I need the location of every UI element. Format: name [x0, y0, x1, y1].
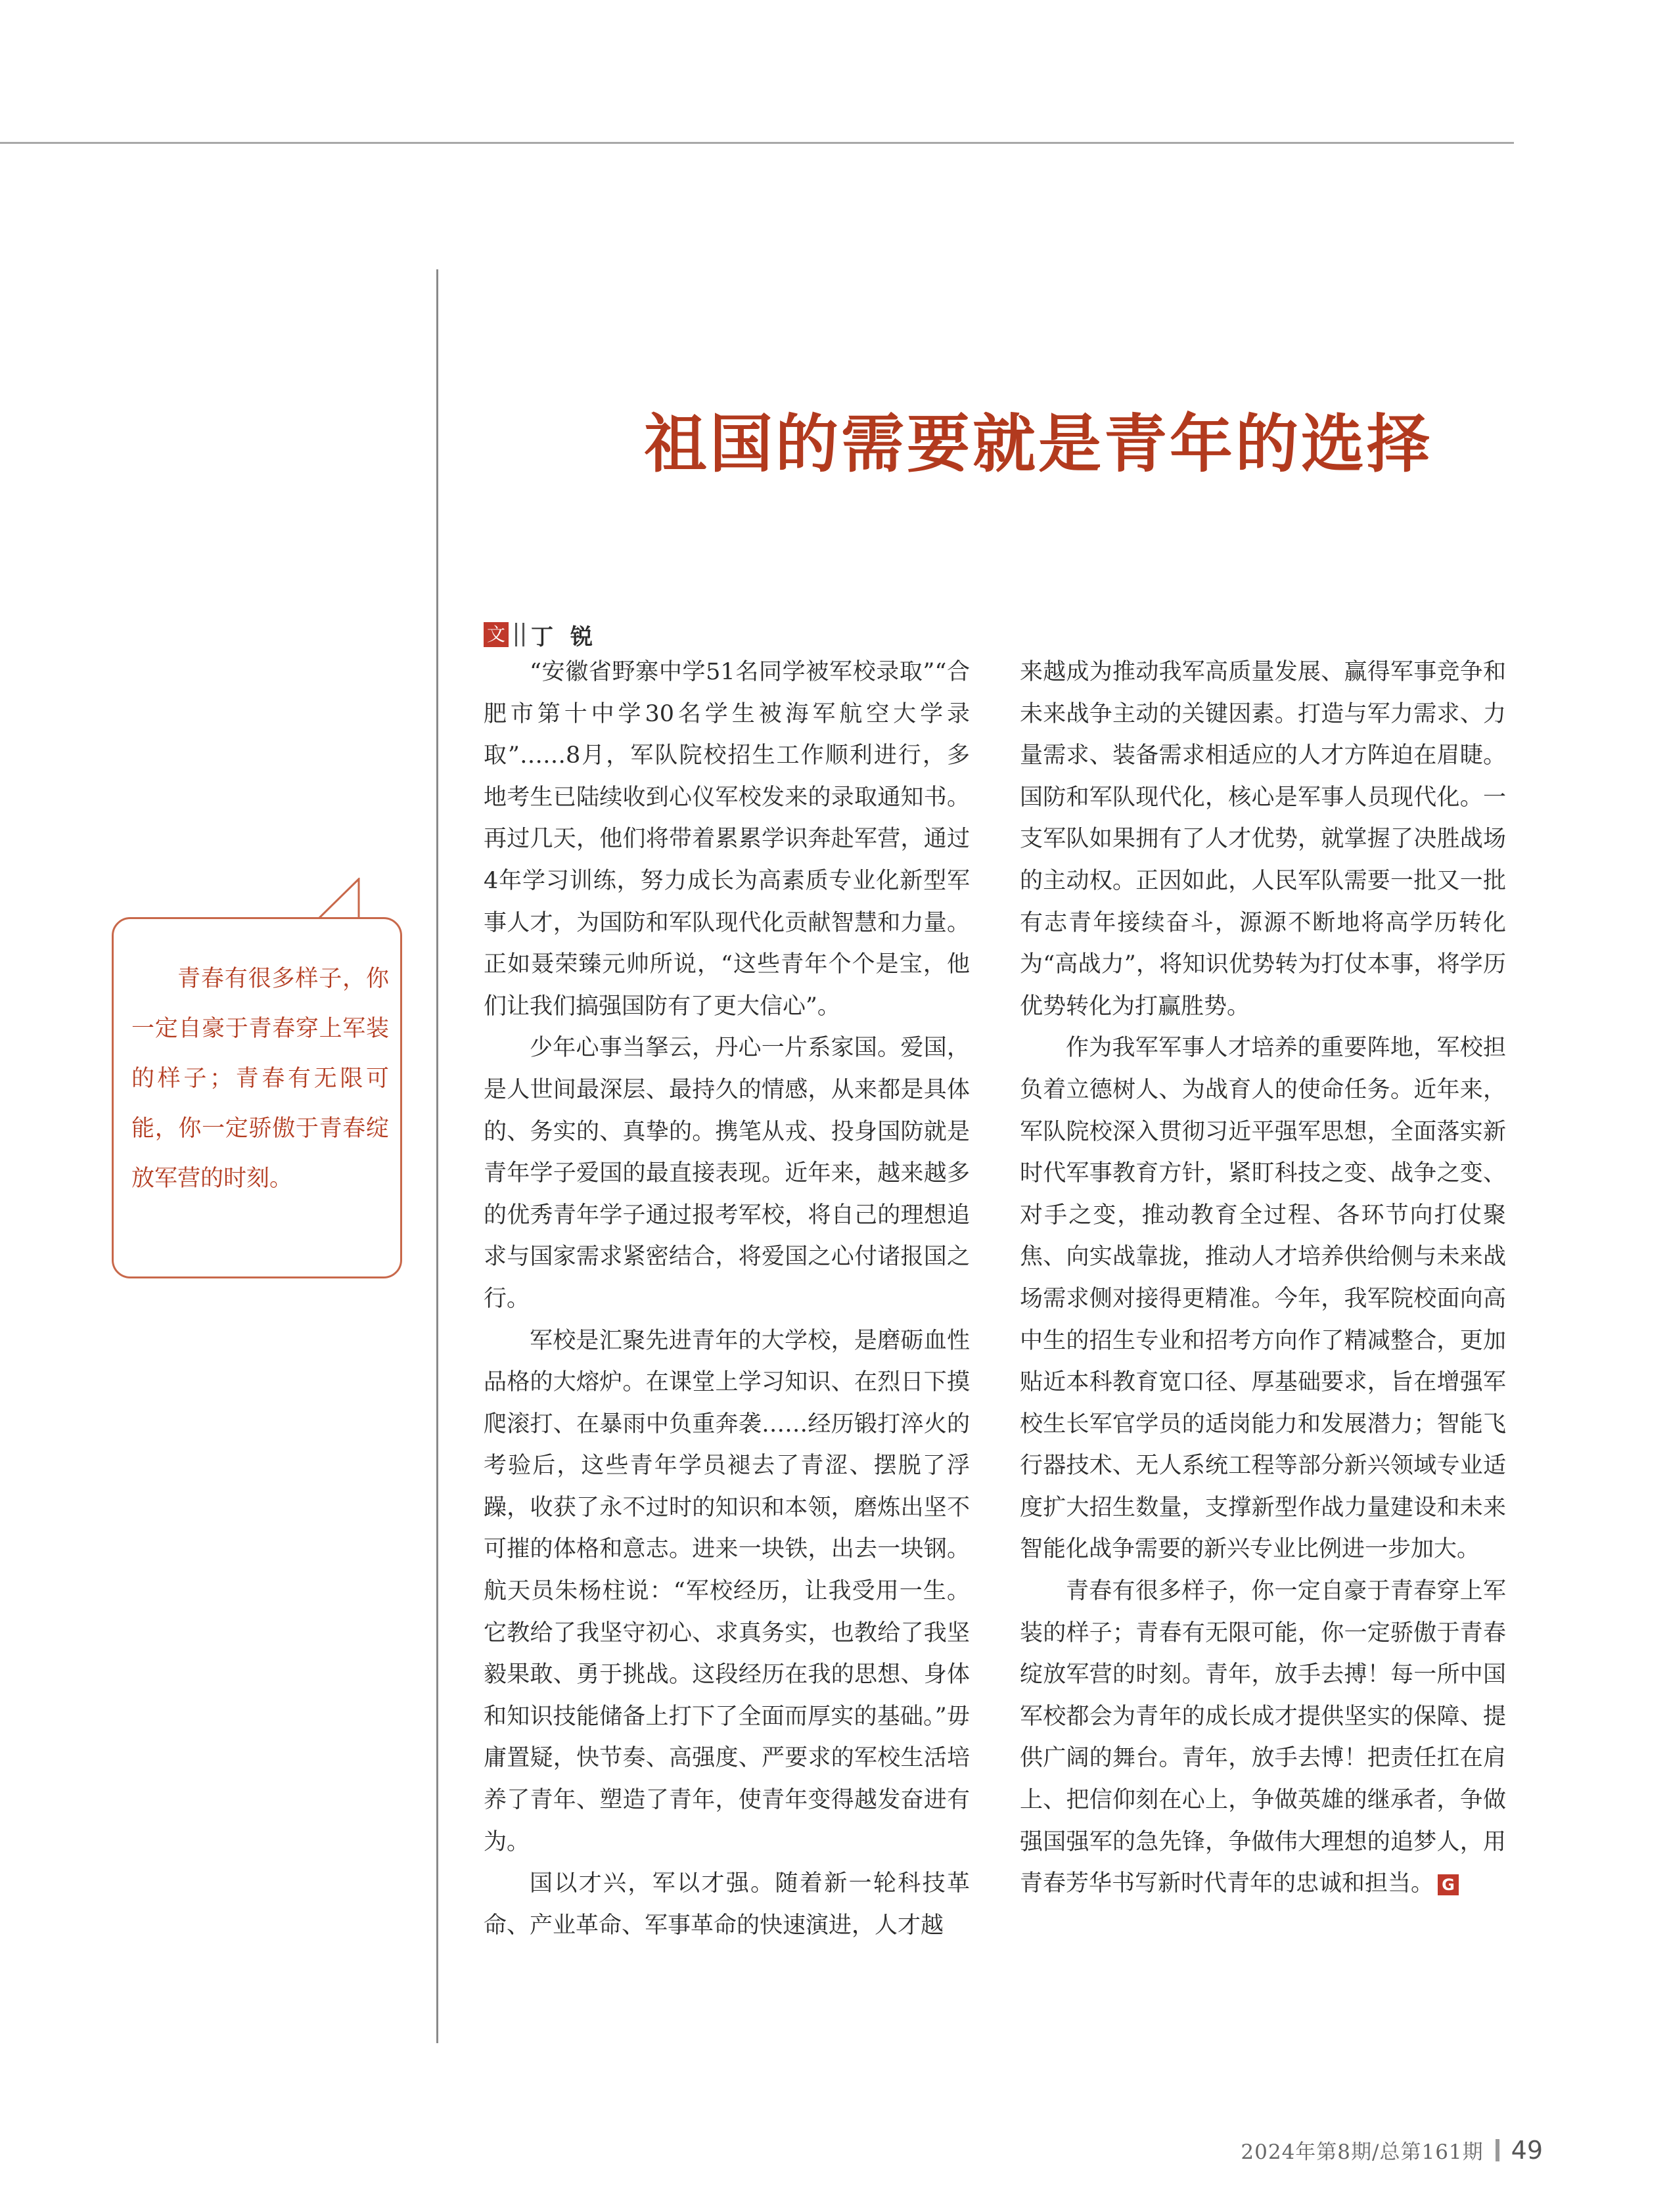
- footer-separator: [1496, 2139, 1499, 2161]
- body-paragraph: 少年心事当拏云，丹心一片系家国。爱国，是人世间最深层、最持久的情感，从来都是具体的、务实的、真挚的。携笔从戎、投身国防就是青年学子爱国的最直接表现。近年来，越来越多的优秀青年学子通过报考军校，将自己的理想追求与国家需求紧密结合，将爱国之心付诸报国之行。: [484, 1035, 970, 1312]
- byline-separator: [515, 623, 524, 646]
- byline-badge: 文: [484, 622, 509, 647]
- page-number: 49: [1511, 2135, 1543, 2165]
- body-column-right: [1020, 652, 1506, 1905]
- body-paragraph: “安徽省野寨中学51名同学被军校录取”“合肥市第十中学30名学生被海军航空大学录取”……8月，军队院校招生工作顺利进行，多地考生已陆续收到心仪军校发来的录取通知书。再过几天，他们将带着累累学识奔赴军营，通过4年学习训练，努力成长为高素质专业化新型军事人才，为国防和军队现代化贡献智慧和力量。正如聂荣臻元帅所说，“这些青年个个是宝，他们让我们搞强国防有了更大信心”。: [484, 659, 970, 1020]
- byline: [484, 620, 610, 649]
- body-paragraph: 作为我军军事人才培养的重要阵地，军校担负着立德树人、为战育人的使命任务。近年来，军队院校深入贯彻习近平强军思想，全面落实新时代军事教育方针，紧盯科技之变、战争之变、对手之变，推动教育全过程、各环节向打仗聚焦、向实战靠拢，推动人才培养供给侧与未来战场需求侧对接得更精准。今年，我军院校面向高中生的招生专业和招考方向作了精减整合，更加贴近本科教育宽口径、厚基础要求，旨在增强军校生长军官学员的适岗能力和发展潜力；智能飞行器技术、无人系统工程等部分新兴领域专业适度扩大招生数量，支撑新型作战力量建设和未来智能化战争需要的新兴专业比例进一步加大。: [1020, 1035, 1506, 1563]
- article-title: 祖国的需要就是青年的选择: [644, 407, 1432, 481]
- top-divider-line: [0, 142, 1514, 144]
- body-paragraph-last: [1020, 1571, 1506, 1905]
- body-column-left: [484, 652, 970, 1947]
- pull-quote-text: 青春有很多样子，你一定自豪于青春穿上军装的样子；青春有无限可能，你一定骄傲于青春绽放军营的时刻。: [131, 966, 389, 1192]
- issue-info: 2024年第8期/总第161期: [1241, 2140, 1484, 2164]
- page-footer: [1241, 2135, 1543, 2165]
- body-paragraph: 军校是汇聚先进青年的大学校，是磨砺血性品格的大熔炉。在课堂上学习知识、在烈日下摸爬滚打、在暴雨中负重奔袭……经历锻打淬火的考验后，这些青年学员褪去了青涩、摆脱了浮躁，收获了永不过时的知识和本领，磨炼出坚不可摧的体格和意志。进来一块铁，出去一块钢。航天员朱杨柱说：“军校经历，让我受用一生。它教给了我坚守初心、求真务实，也教给了我坚毅果敢、勇于挑战。这段经历在我的思想、身体和知识技能储备上打下了全面而厚实的基础。”毋庸置疑，快节奏、高强度、严要求的军校生活培养了青年、塑造了青年，使青年变得越发奋进有为。: [484, 1327, 970, 1855]
- body-paragraph: 国以才兴，军以才强。随着新一轮科技革命、产业革命、军事革命的快速演进，人才越: [484, 1870, 970, 1939]
- vertical-divider-line: [436, 269, 438, 2043]
- body-paragraph-continuation: 来越成为推动我军高质量发展、赢得军事竞争和未来战争主动的关键因素。打造与军力需求、力量需求、装备需求相适应的人才方阵迫在眉睫。国防和军队现代化，核心是军事人员现代化。一支军队如果拥有了人才优势，就掌握了决胜战场的主动权。正因如此，人民军队需要一批又一批有志青年接续奋斗，源源不断地将高学历转化为“高战力”，将知识优势转为打仗本事，将学历优势转化为打赢胜势。: [1020, 659, 1506, 1020]
- end-mark-icon: G: [1438, 1874, 1459, 1895]
- last-paragraph-text: 青春有很多样子，你一定自豪于青春穿上军装的样子；青春有无限可能，你一定骄傲于青春绽放军营的时刻。青年，放手去搏！每一所中国军校都会为青年的成长成才提供坚实的保障、提供广阔的舞台。青年，放手去博！把责任扛在肩上、把信仰刻在心上，争做英雄的继承者，争做强国强军的急先锋，争做伟大理想的追梦人，用青春芳华书写新时代青年的忠诚和担当。: [1020, 1578, 1506, 1897]
- author-name: 丁锐: [531, 623, 610, 650]
- callout-tail: [318, 878, 378, 921]
